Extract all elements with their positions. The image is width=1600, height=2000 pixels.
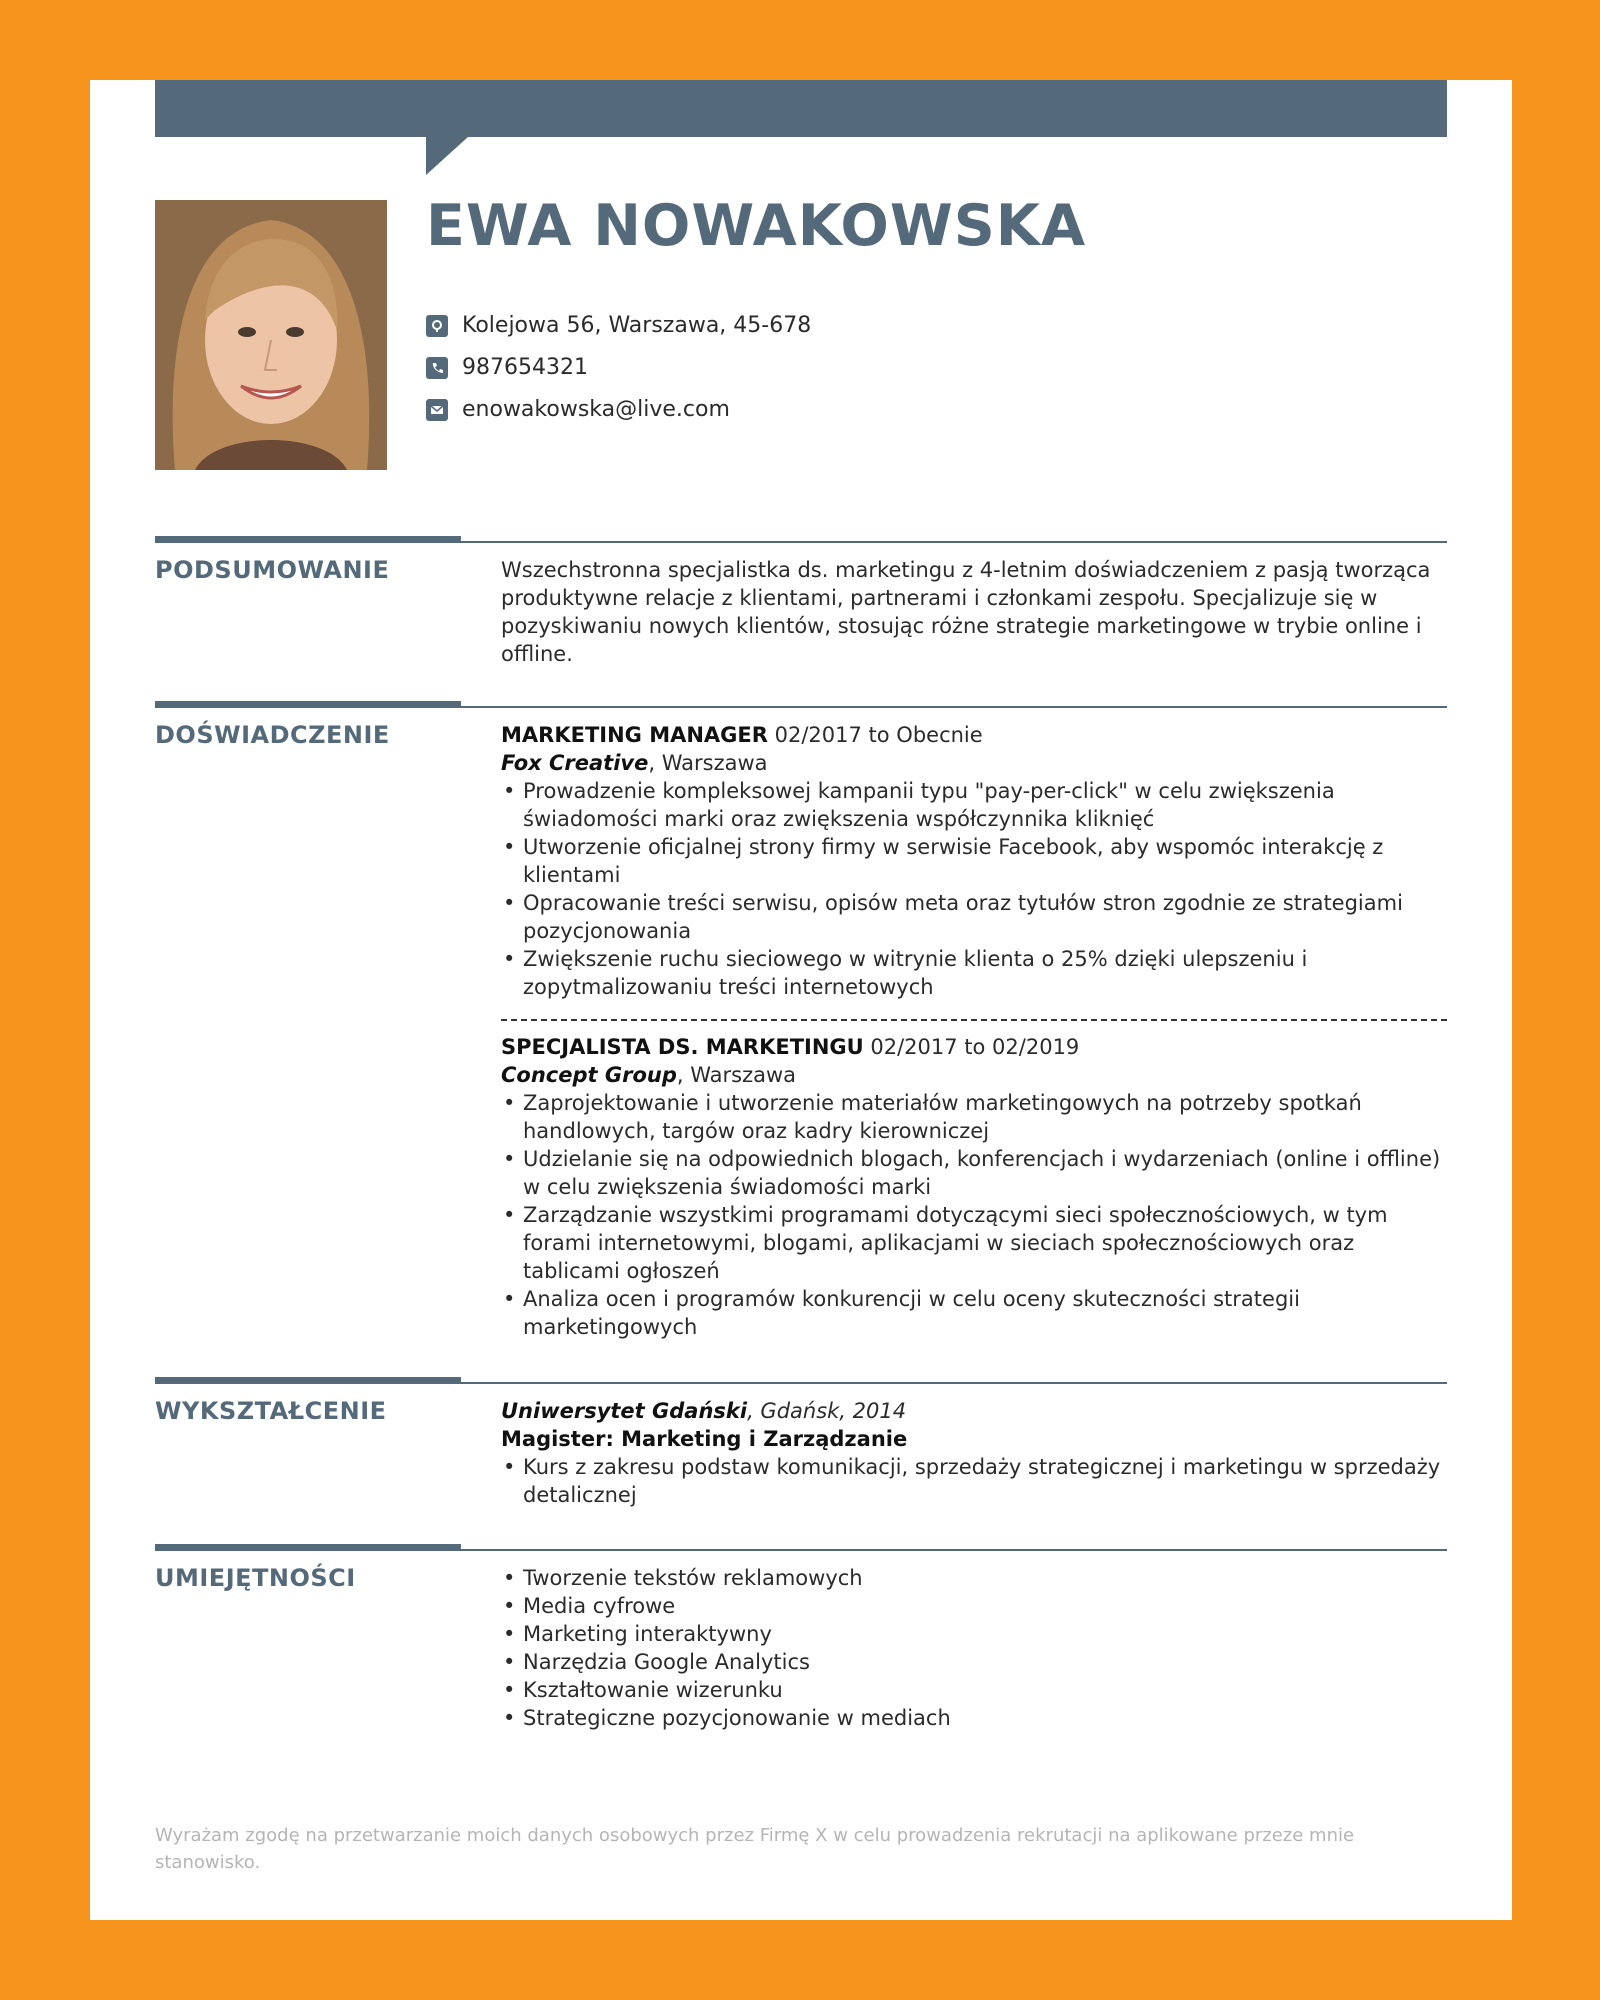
job-header	[501, 1033, 1447, 1061]
list-item: • Utworzenie oficjalnej strony firmy w serwisie Facebook, aby wspomóc interakcję z klientami	[501, 833, 1447, 889]
job-header	[501, 721, 1447, 749]
list-item: • Udzielanie się na odpowiednich blogach, konferencjach i wydarzeniach (online i offline) w celu zwiększenia świadomości marki	[501, 1145, 1447, 1201]
list-item: • Strategiczne pozycjonowanie w mediach	[501, 1704, 1447, 1732]
education-degree-line	[501, 1425, 1447, 1453]
job-role: SPECJALISTA DS. MARKETINGU	[501, 1035, 864, 1059]
experience-heading: DOŚWIADCZENIE	[155, 721, 390, 749]
list-item: • Zaprojektowanie i utworzenie materiałów marketingowych na potrzeby spotkań handlowych, targów oraz kadry kierowniczej	[501, 1089, 1447, 1145]
envelope-icon	[426, 399, 448, 421]
resume-page	[90, 80, 1512, 1920]
education-heading: WYKSZTAŁCENIE	[155, 1397, 387, 1425]
list-item: • Analiza ocen i programów konkurencji w celu oceny skuteczności strategii marketingowych	[501, 1285, 1447, 1341]
list-item: • Prowadzenie kompleksowej kampanii typu "pay-per-click" w celu zwiększenia świadomości marki oraz zwiększenia współczynnika kliknięć	[501, 777, 1447, 833]
list-item: • Zwiększenie ruchu sieciowego w witrynie klienta o 25% dzięki ulepszeniu i zopytmalizowaniu treści internetowych	[501, 945, 1447, 1001]
profile-photo	[155, 200, 387, 470]
experience-section-rule	[461, 706, 1447, 708]
job-entry	[501, 721, 1447, 1001]
consent-footer: Wyrażam zgodę na przetwarzanie moich danych osobowych przez Firmę X w celu prowadzenia rekrutacji na aplikowane przeze mnie stanowisko.	[155, 1825, 1355, 1873]
degree-label: Magister	[501, 1427, 606, 1451]
job-company: Fox Creative	[501, 751, 649, 775]
job-entry	[501, 1033, 1447, 1341]
education-bullets	[501, 1453, 1447, 1509]
degree-field: : Marketing i Zarządzanie	[605, 1427, 908, 1451]
list-item: • Marketing interaktywny	[501, 1620, 1447, 1648]
summary-heading: PODSUMOWANIE	[155, 556, 390, 584]
job-role: MARKETING MANAGER	[501, 723, 768, 747]
job-divider	[501, 1019, 1447, 1021]
education-school-line	[501, 1397, 1447, 1425]
map-pin-icon	[426, 315, 448, 337]
job-location: , Warszawa	[676, 1063, 797, 1087]
job-company-line	[501, 749, 1447, 777]
university-name: Uniwersytet Gdański	[501, 1399, 748, 1423]
header-banner	[155, 80, 1447, 137]
job-dates: 02/2017 to Obecnie	[767, 723, 983, 747]
phone-icon	[426, 357, 448, 379]
contact-email	[426, 397, 730, 422]
list-item: • Tworzenie tekstów reklamowych	[501, 1564, 1447, 1592]
education-content	[501, 1397, 1447, 1509]
skills-heading: UMIEJĘTNOŚCI	[155, 1564, 356, 1592]
banner-pointer	[426, 137, 468, 175]
contact-address	[426, 313, 811, 338]
summary-content	[501, 556, 1447, 668]
contact-phone	[426, 355, 588, 380]
job-company-line	[501, 1061, 1447, 1089]
experience-section-bar	[155, 701, 461, 708]
list-item: • Narzędzia Google Analytics	[501, 1648, 1447, 1676]
candidate-name: EWA NOWAKOWSKA	[426, 193, 1087, 259]
list-item: • Zarządzanie wszystkimi programami dotyczącymi sieci społecznościowych, w tym forami internetowymi, blogami, aplikacjami w sieciach społecznościowych oraz tablicami ogłoszeń	[501, 1201, 1447, 1285]
job-bullets	[501, 777, 1447, 1001]
phone-text: 987654321	[462, 355, 588, 380]
summary-text: Wszechstronna specjalistka ds. marketingu z 4-letnim doświadczeniem z pasją tworząca produktywne relacje z klientami, partnerami i członkami zespołu. Specjalizuje się w pozyskiwaniu nowych klientów, stosując różne strategie marketingowe w trybie online i offline.	[501, 558, 1431, 666]
job-company: Concept Group	[501, 1063, 677, 1087]
university-place-year: , Gdańsk, 2014	[747, 1399, 907, 1423]
job-dates: 02/2017 to 02/2019	[863, 1035, 1080, 1059]
skills-section-rule	[461, 1549, 1447, 1551]
skills-list	[501, 1564, 1447, 1732]
experience-content	[501, 721, 1447, 1341]
education-section-bar	[155, 1377, 461, 1384]
list-item: • Kształtowanie wizerunku	[501, 1676, 1447, 1704]
address-text: Kolejowa 56, Warszawa, 45-678	[462, 313, 812, 338]
summary-section-bar	[155, 536, 461, 543]
list-item: • Kurs z zakresu podstaw komunikacji, sprzedaży strategicznej i marketingu w sprzedaży detalicznej	[501, 1453, 1447, 1509]
list-item: • Media cyfrowe	[501, 1592, 1447, 1620]
skills-content	[501, 1564, 1447, 1732]
job-bullets	[501, 1089, 1447, 1341]
education-section-rule	[461, 1382, 1447, 1384]
email-link[interactable]: enowakowska@live.com	[462, 397, 730, 422]
skills-section-bar	[155, 1544, 461, 1551]
job-location: , Warszawa	[648, 751, 768, 775]
list-item: • Opracowanie treści serwisu, opisów meta oraz tytułów stron zgodnie ze strategiami pozycjonowania	[501, 889, 1447, 945]
summary-section-rule	[461, 541, 1447, 543]
